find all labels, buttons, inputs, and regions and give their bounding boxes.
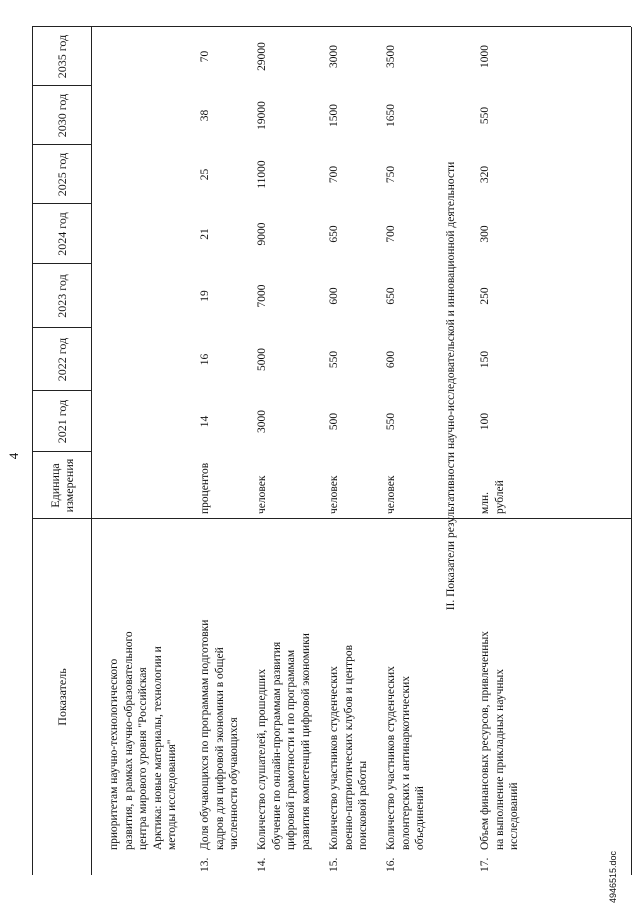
value-2025: 25 [199, 168, 211, 181]
row-number: 16. [385, 857, 397, 872]
value-2035: 3500 [385, 45, 397, 68]
value-2025: 320 [479, 165, 491, 184]
value-2024: 21 [199, 228, 211, 240]
row-number: 13. [199, 857, 211, 872]
value-2035: 70 [199, 50, 211, 63]
value-2035: 1000 [479, 45, 491, 68]
header-year-2023: 2023 год [54, 274, 69, 318]
header-year-2025: 2025 год [54, 152, 69, 197]
row-indicator: Доля обучающихся по программам подготовки кадров для цифровой экономики в общей численности обучающихся [199, 619, 240, 850]
value-2035: 3000 [328, 45, 340, 68]
row-unit: человек [328, 475, 340, 514]
table-bottom-rule [631, 27, 632, 875]
row-indicator: Объем финансовых ресурсов, привлеченных на выполнение прикладных научных исследований [479, 631, 520, 850]
value-2022: 5000 [256, 348, 268, 371]
section-heading: II. Показатели результативности научно-исследовательской и инновационной деятельности [445, 161, 457, 611]
value-2023: 250 [479, 287, 491, 305]
header-year-2035: 2035 год [54, 34, 69, 79]
value-2021: 14 [199, 415, 211, 428]
header-year-2021: 2021 год [54, 399, 69, 444]
value-2022: 600 [385, 350, 397, 369]
row-unit: млн. рублей [479, 480, 506, 514]
continuation-text: приоритетам научно-технологического развития, в рамках научно-образовательного центра мирового уровня "Российская Арктика: новые материалы, технологии и методы исследования" [108, 631, 178, 850]
value-2035: 29000 [256, 42, 268, 71]
row-indicator: Количество участников студенческих военно-патриотических клубов и центров поисковой работы [328, 644, 369, 850]
value-2030: 1500 [328, 104, 340, 127]
value-2025: 11000 [256, 160, 268, 189]
value-2023: 600 [328, 287, 340, 305]
value-2023: 7000 [256, 284, 268, 308]
value-2024: 300 [479, 225, 491, 243]
row-unit: человек [385, 475, 397, 514]
row-indicator: Количество слушателей, прошедших обучение по онлайн-программам развития цифровой грамотности и по программам развития компетенций цифровой экономики [256, 633, 312, 850]
header-indicator: Показатель [54, 668, 69, 726]
value-2025: 750 [385, 165, 397, 184]
value-2030: 19000 [256, 101, 268, 130]
unit-column-rule [32, 518, 631, 519]
value-2024: 650 [328, 225, 340, 243]
row-indicator: Количество участников студенческих волонтерских и антинаркотических объединений [385, 666, 426, 850]
row-number: 14. [256, 857, 268, 872]
value-2030: 550 [479, 106, 491, 125]
row-unit: человек [256, 475, 268, 514]
value-2024: 700 [385, 225, 397, 243]
value-2030: 1650 [385, 104, 397, 127]
header-year-2030: 2030 год [54, 93, 69, 138]
value-2023: 650 [385, 287, 397, 305]
value-2021: 550 [385, 412, 397, 431]
header-year-2024: 2024 год [54, 212, 69, 256]
row-number: 15. [328, 857, 340, 872]
value-2023: 19 [199, 290, 211, 302]
row-number: 17. [479, 857, 491, 872]
value-2030: 38 [199, 109, 211, 122]
value-2025: 700 [328, 165, 340, 184]
header-year-2022: 2022 год [54, 337, 69, 382]
row-unit: процентов [199, 462, 211, 514]
page-number: 4 [6, 452, 21, 460]
header-bottom-rule [91, 27, 92, 875]
document-filename: 4946515.doc [608, 850, 618, 903]
value-2022: 550 [328, 350, 340, 369]
value-2022: 150 [479, 350, 491, 369]
value-2022: 16 [199, 353, 211, 366]
header-unit: Единица измерения [47, 458, 76, 513]
value-2021: 3000 [256, 410, 268, 433]
value-2024: 9000 [256, 222, 268, 246]
value-2021: 100 [479, 412, 491, 431]
value-2021: 500 [328, 412, 340, 431]
